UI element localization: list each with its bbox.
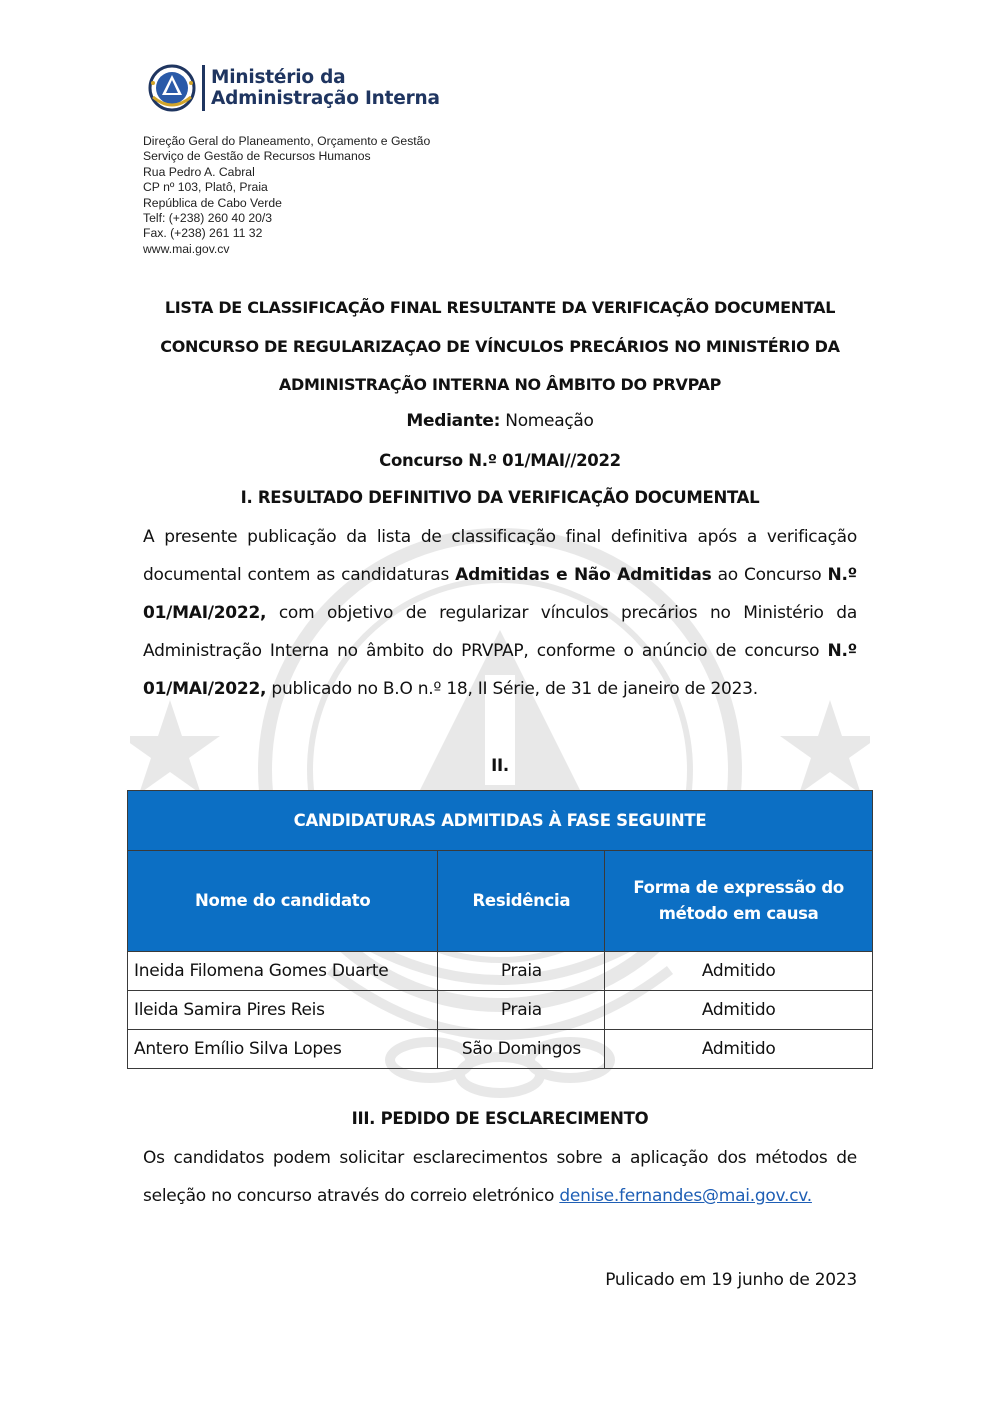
- cell-candidate-name: Ineida Filomena Gomes Duarte: [128, 952, 438, 991]
- paragraph-line: [143, 632, 857, 670]
- address-line: República de Cabo Verde: [143, 195, 282, 210]
- paragraph-line: [143, 670, 857, 708]
- table-row: [128, 952, 873, 991]
- logo-line-1: Ministério da: [211, 67, 346, 88]
- section-3-heading: III. PEDIDO DE ESCLARECIMENTO: [351, 1109, 649, 1128]
- address-line: Direção Geral do Planeamento, Orçamento e Gestão: [143, 134, 431, 148]
- mediante-value: Nomeação: [505, 411, 594, 431]
- section-3-paragraph: [143, 1139, 857, 1215]
- ministry-emblem-icon: [147, 63, 197, 113]
- column-header-name: Nome do candidato: [128, 851, 438, 952]
- concurso-number: Concurso N.º 01/MAI//2022: [379, 451, 621, 470]
- logo-text: [211, 67, 440, 109]
- text-run-bold: Admitidas e Não Admitidas: [455, 565, 712, 585]
- cell-residence: Praia: [438, 991, 605, 1030]
- cell-residence: São Domingos: [438, 1030, 605, 1069]
- cell-status: Admitido: [605, 952, 873, 991]
- logo-divider: [202, 65, 205, 111]
- address-line: Serviço de Gestão de Recursos Humanos: [143, 149, 371, 164]
- paragraph-line: [143, 1177, 857, 1215]
- publication-date: Pulicado em 19 junho de 2023: [605, 1270, 857, 1290]
- address-line: Telf: (+238) 260 40 20/3: [143, 211, 273, 226]
- text-run-bold: 01/MAI/2022,: [143, 603, 267, 623]
- email-link[interactable]: denise.fernandes@mai.gov.cv.: [559, 1186, 812, 1206]
- section-1-paragraph: [143, 518, 857, 708]
- document-title-line-2: CONCURSO DE REGULARIZAÇAO DE VÍNCULOS PRECÁRIOS NO MINISTÉRIO DA: [160, 337, 840, 356]
- table-row: [128, 991, 873, 1030]
- document-title-line-1: LISTA DE CLASSIFICAÇÃO FINAL RESULTANTE DA VERIFICAÇÃO DOCUMENTAL: [164, 298, 836, 317]
- section-2-heading: II.: [491, 756, 509, 775]
- cell-candidate-name: Ileida Samira Pires Reis: [128, 991, 438, 1030]
- cell-status: Admitido: [605, 991, 873, 1030]
- cell-status: Admitido: [605, 1030, 873, 1069]
- table-title: CANDIDATURAS ADMITIDAS À FASE SEGUINTE: [128, 791, 873, 851]
- address-line: Rua Pedro A. Cabral: [143, 164, 255, 179]
- mediante-label: Mediante:: [406, 411, 501, 431]
- text-run: Administração Interna no âmbito do PRVPAP, conforme o anúncio de concurso: [143, 641, 828, 661]
- text-run-bold: N.º: [827, 565, 857, 585]
- text-run: ao Concurso: [711, 565, 828, 585]
- column-header-residence: Residência: [438, 851, 605, 952]
- logo-line-2: Administração Interna: [211, 88, 440, 109]
- text-run: com objetivo de regularizar vínculos precários no Ministério da: [266, 603, 857, 623]
- text-run: documental contem as candidaturas: [143, 565, 456, 585]
- address-block: [143, 134, 430, 257]
- cell-candidate-name: Antero Emílio Silva Lopes: [128, 1030, 438, 1069]
- cell-residence: Praia: [438, 952, 605, 991]
- text-run: seleção no concurso através do correio eletrónico: [143, 1186, 560, 1206]
- admitted-candidates-table: [127, 790, 873, 1069]
- address-line: CP nº 103, Platô, Praia: [143, 180, 268, 195]
- paragraph-line: [143, 594, 857, 632]
- paragraph-line: A presente publicação da lista de classificação final definitiva após a verificação: [143, 527, 857, 547]
- address-line: Fax. (+238) 261 11 32: [143, 226, 263, 241]
- column-header-method: Forma de expressão do método em causa: [605, 851, 873, 952]
- paragraph-line: [143, 556, 857, 594]
- section-1-heading: I. RESULTADO DEFINITIVO DA VERIFICAÇÃO DOCUMENTAL: [240, 488, 760, 507]
- text-run: publicado no B.O n.º 18, II Série, de 31 de janeiro de 2023.: [266, 679, 758, 699]
- ministry-logo: [147, 63, 440, 113]
- table-row: [128, 1030, 873, 1069]
- text-run-bold: 01/MAI/2022,: [143, 679, 267, 699]
- paragraph-line: Os candidatos podem solicitar esclarecimentos sobre a aplicação dos métodos de: [143, 1148, 857, 1168]
- address-website: www.mai.gov.cv: [143, 241, 230, 256]
- document-title-line-3: ADMINISTRAÇÃO INTERNA NO ÂMBITO DO PRVPAP: [278, 375, 722, 394]
- mediante-line: [100, 411, 900, 431]
- text-run-bold: N.º: [827, 641, 857, 661]
